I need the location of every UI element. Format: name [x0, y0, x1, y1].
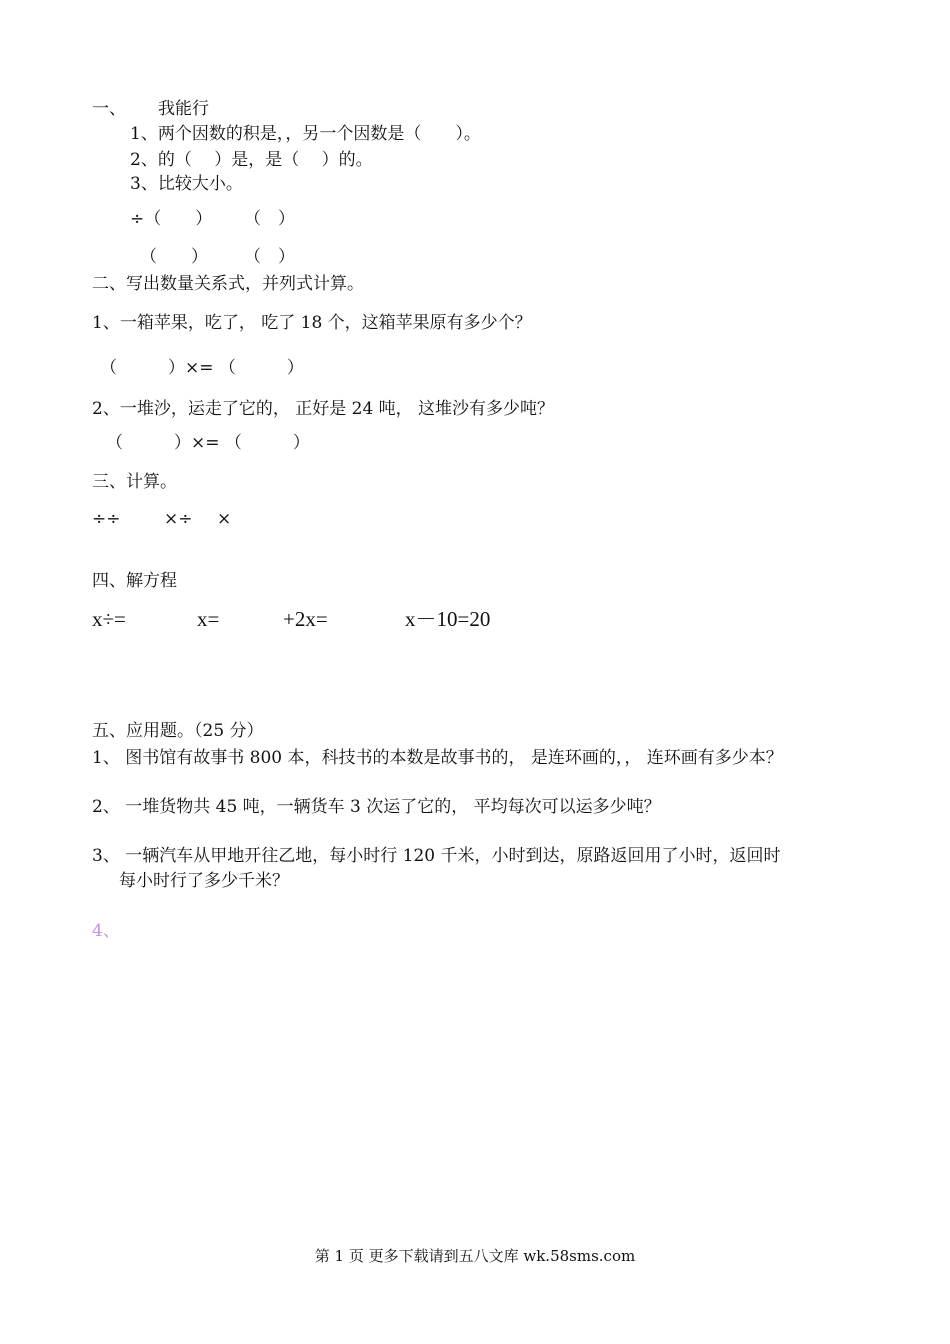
- section2-heading: 二、写出数量关系式，并列式计算。: [92, 274, 364, 294]
- section3-heading: 三、计算。: [92, 472, 177, 492]
- section5-question-3-line-1: 3、 一辆汽车从甲地开往乙地，每小时行 120 千米，小时到达，原路返回用了小时，返回时: [92, 846, 781, 866]
- section5-question-1: 1、 图书馆有故事书 800 本，科技书的本数是故事书的， 是连环画的，， 连环画有多少本？: [92, 748, 783, 768]
- compare-blank-3: （ ）: [140, 247, 208, 267]
- compare-blank-1: ÷（ ）: [130, 209, 213, 229]
- page-footer: 第 1 页 更多下载请到五八文库 wk.58sms.com: [314, 1247, 636, 1265]
- section5-question-4: 4、: [92, 921, 120, 941]
- section1-heading-number: 一、: [92, 99, 126, 119]
- section1-question-1: 1、两个因数的积是，，另一个因数是（ ）。: [130, 124, 481, 144]
- section1-question-2: 2、的（ ）是，是（ ）的。: [130, 150, 373, 170]
- calc-expression-1: ÷÷: [92, 509, 121, 529]
- equation-3: +2x=: [283, 607, 328, 631]
- compare-blank-2: （ ）: [244, 209, 295, 229]
- compare-blank-4: （ ）: [244, 247, 295, 267]
- section5-question-3-line-2: 每小时行了多少千米？: [119, 871, 289, 891]
- calc-expression-3: ×: [217, 509, 232, 529]
- section2-formula-1: （ ）×= （ ）: [100, 358, 304, 378]
- section2-question-1: 1、一箱苹果，吃了， 吃了 18 个，这箱苹果原有多少个？: [92, 313, 532, 333]
- calc-expression-2: ×÷: [164, 509, 193, 529]
- section2-question-2: 2、一堆沙，运走了它的， 正好是 24 吨， 这堆沙有多少吨？: [92, 399, 555, 419]
- section2-formula-2: （ ）×= （ ）: [106, 433, 310, 453]
- equation-4: x－10=20: [405, 607, 491, 631]
- equation-2: x=: [197, 607, 220, 631]
- equation-1: x÷=: [92, 607, 126, 631]
- section5-question-2: 2、 一堆货物共 45 吨，一辆货车 3 次运了它的， 平均每次可以运多少吨？: [92, 797, 661, 817]
- section5-heading: 五、应用题。（25 分）: [92, 721, 264, 741]
- section4-heading: 四、解方程: [92, 571, 177, 591]
- section1-question-3: 3、比较大小。: [130, 174, 243, 194]
- section1-heading: 我能行: [158, 99, 209, 119]
